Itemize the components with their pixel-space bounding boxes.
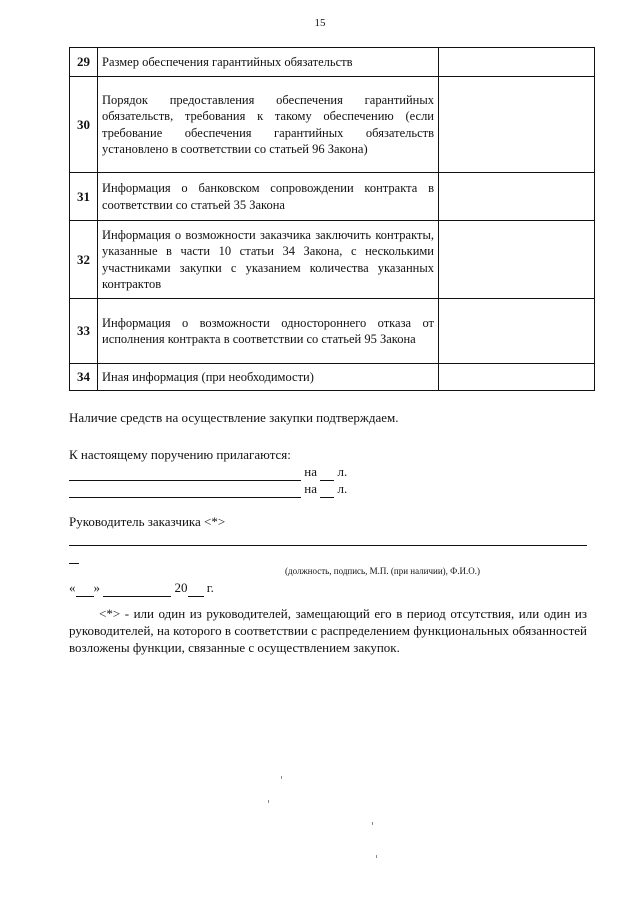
scan-speck	[376, 855, 377, 858]
funds-confirmation-text: Наличие средств на осуществление закупки подтверждаем.	[69, 410, 399, 425]
head-of-customer-label: Руководитель заказчика <*>	[69, 514, 226, 529]
pages-prefix: на	[304, 464, 317, 479]
row-description: Размер обеспечения гарантийных обязательств	[98, 48, 439, 77]
row-value-cell	[439, 48, 595, 77]
pages-suffix: л.	[337, 481, 348, 496]
row-value-cell	[439, 173, 595, 221]
table-row	[70, 48, 595, 77]
attachment-name-blank	[69, 464, 301, 481]
attachments-heading: К настоящему поручению прилагаются:	[69, 447, 291, 462]
row-number: 30	[70, 77, 98, 173]
year-prefix: 20	[174, 580, 188, 595]
signature-line	[69, 545, 587, 546]
row-value-cell	[439, 299, 595, 364]
date-open-quote: «	[69, 580, 76, 595]
row-value-cell	[439, 364, 595, 391]
year-blank	[188, 580, 204, 597]
table-row	[70, 221, 595, 299]
row-description: Иная информация (при необходимости)	[98, 364, 439, 391]
row-description: Информация о возможности одностороннего отказа от исполнения контракта в соответствии со статьей 95 Закона	[98, 299, 439, 364]
scan-speck	[281, 776, 282, 779]
row-description: Порядок предоставления обеспечения гарантийных обязательств, требования к такому обеспечению (если требование обеспечения гарантийных обязательств установлено в соответствии со статьей 96 Закона)	[98, 77, 439, 173]
signature-line-dash	[69, 563, 79, 564]
year-suffix: г.	[206, 580, 214, 595]
table-row	[70, 364, 595, 391]
scan-speck	[372, 822, 373, 825]
table-row	[70, 173, 595, 221]
row-description: Информация о возможности заказчика заключить контракты, указанные в части 10 статьи 34 Закона, с несколькими участниками закупки с указанием количества указанных контрактов	[98, 221, 439, 299]
procurement-info-table	[69, 47, 595, 391]
row-number: 32	[70, 221, 98, 299]
row-number: 33	[70, 299, 98, 364]
row-value-cell	[439, 221, 595, 299]
table-row	[70, 299, 595, 364]
table-row	[70, 77, 595, 173]
footnote: <*> - или один из руководителей, замещающий его в период отсутствия, или один из руководителей, на которого в соответствии с распределением функциональных обязанностей возложены функции, связанные с осуществлением закупок.	[69, 606, 587, 655]
pages-count-blank	[320, 464, 334, 481]
row-description: Информация о банковском сопровождении контракта в соответствии со статьей 35 Закона	[98, 173, 439, 221]
pages-count-blank	[320, 481, 334, 498]
month-blank	[103, 580, 171, 597]
attachment-line-2	[69, 481, 347, 498]
date-close-quote: »	[93, 580, 100, 595]
date-line	[69, 580, 214, 597]
signature-caption: (должность, подпись, М.П. (при наличии), Ф.И.О.)	[285, 566, 480, 576]
row-value-cell	[439, 77, 595, 173]
pages-suffix: л.	[337, 464, 348, 479]
attachment-line-1	[69, 464, 347, 481]
day-blank	[76, 580, 94, 597]
row-number: 31	[70, 173, 98, 221]
attachment-name-blank	[69, 481, 301, 498]
scan-speck	[268, 800, 269, 803]
row-number: 29	[70, 48, 98, 77]
page-number: 15	[314, 17, 326, 29]
pages-prefix: на	[304, 481, 317, 496]
row-number: 34	[70, 364, 98, 391]
